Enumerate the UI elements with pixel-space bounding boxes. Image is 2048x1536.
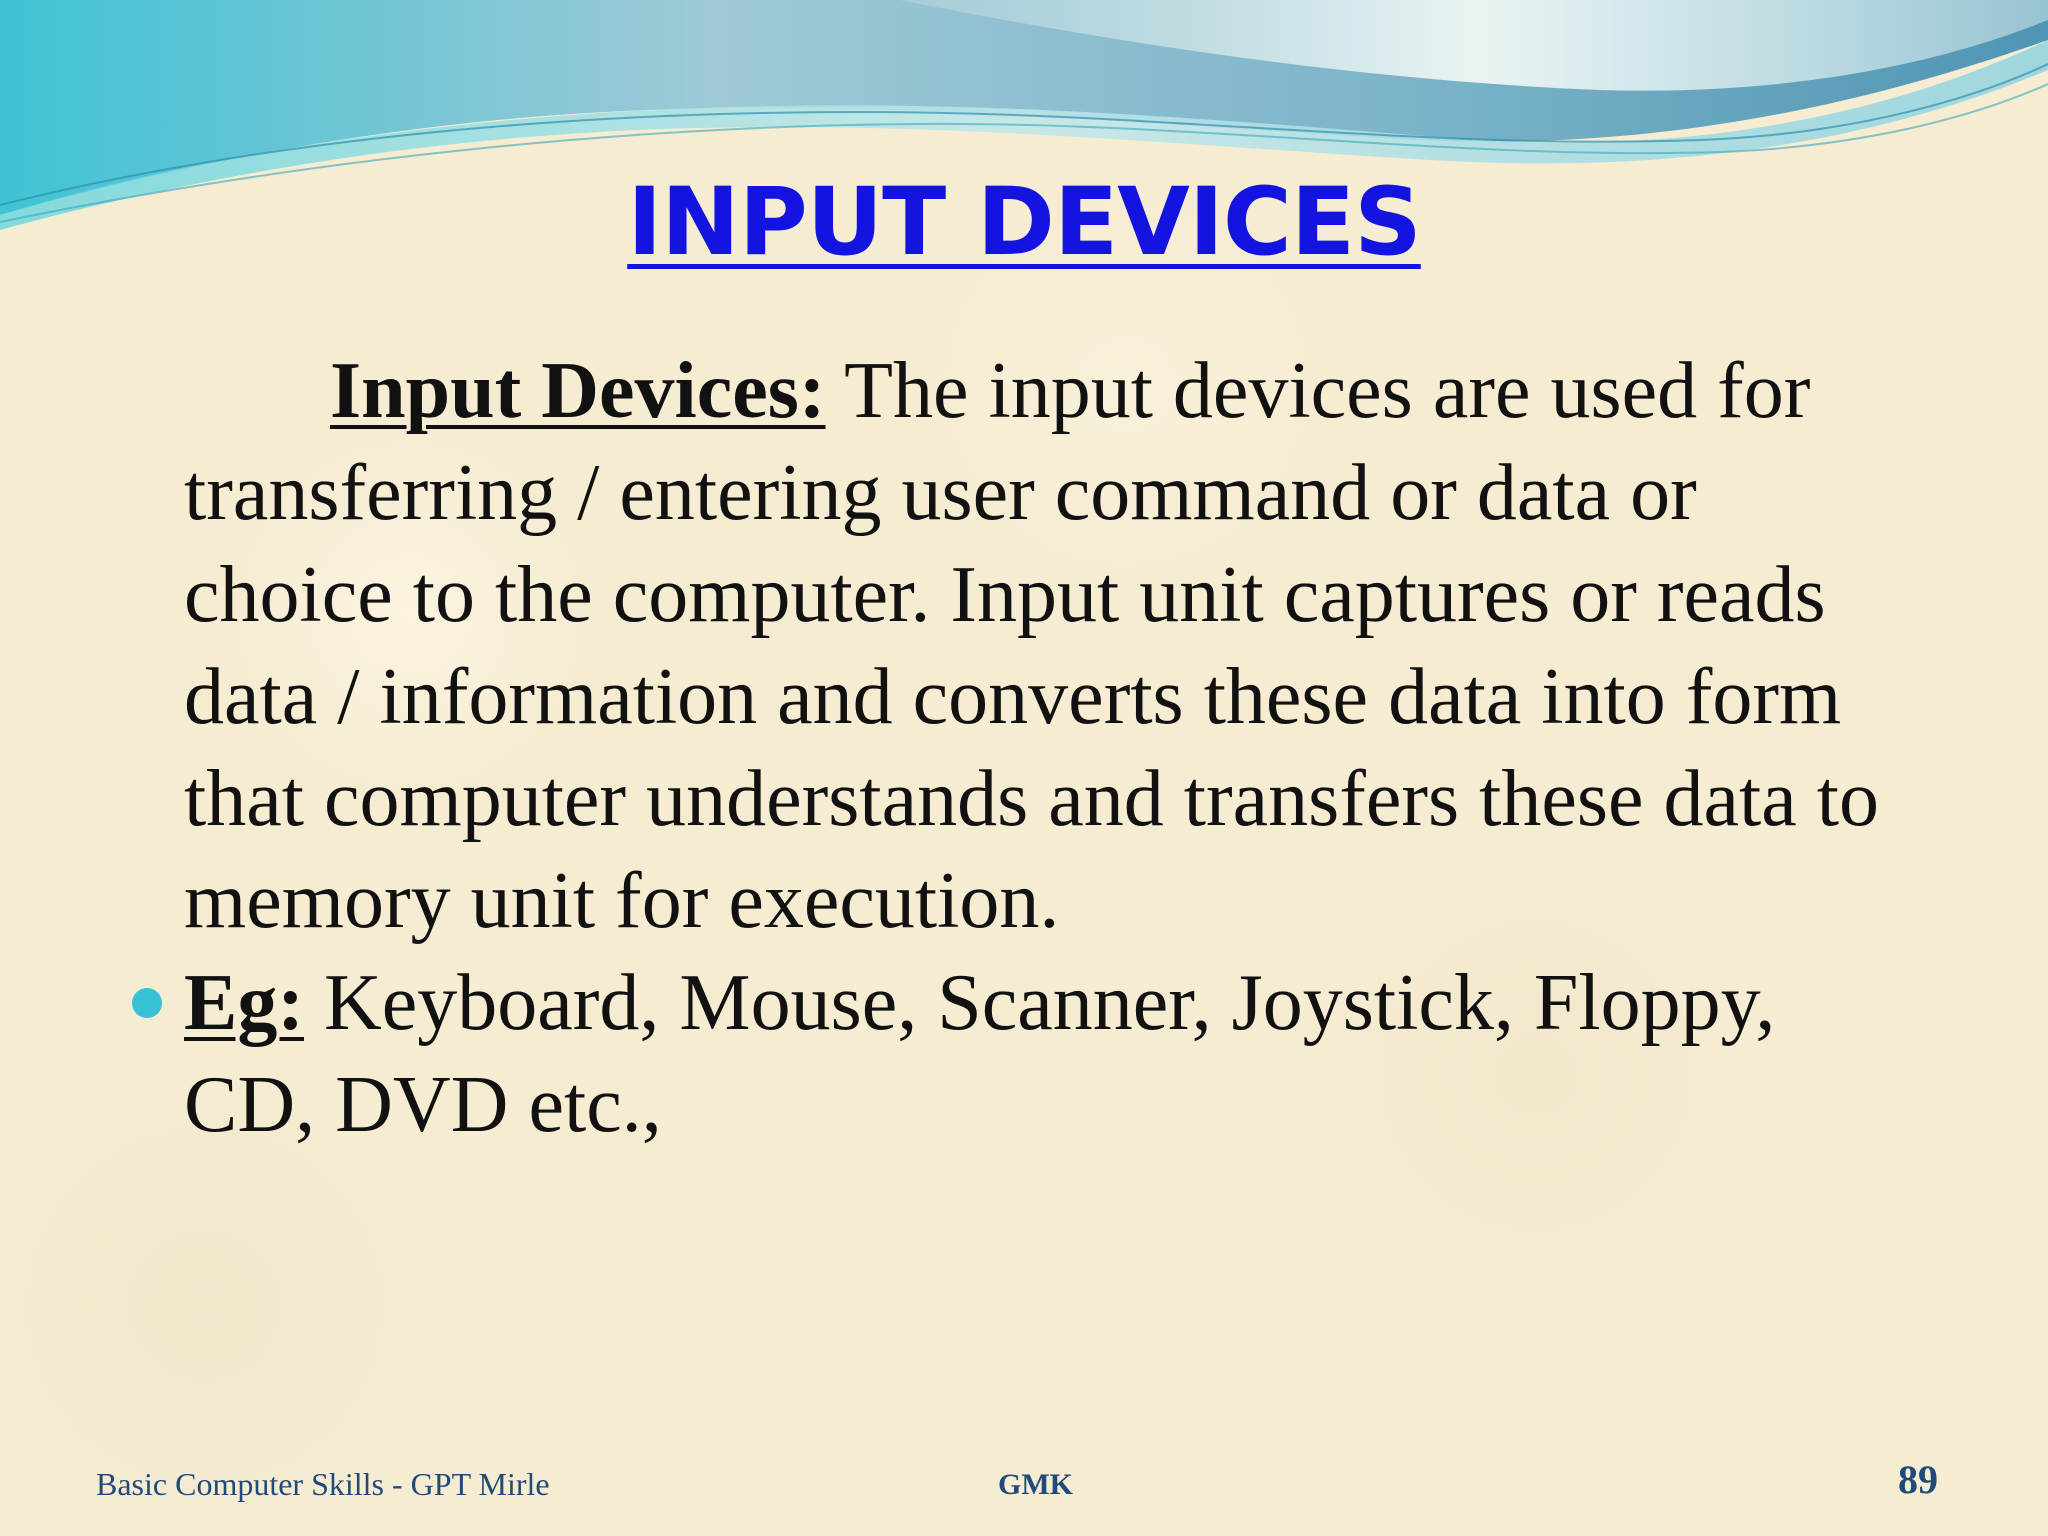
definition-term: Input Devices: (330, 347, 826, 435)
example-term: Eg: (184, 959, 304, 1047)
example-paragraph (184, 952, 1924, 1156)
example-text: Keyboard, Mouse, Scanner, Joystick, Floppy, CD, DVD etc., (184, 959, 1776, 1149)
definition-paragraph (184, 340, 1924, 952)
example-bullet (184, 952, 1924, 1156)
definition-text: The input devices are used for transferring / entering user command or data or choice to the computer. Input unit captures or reads data / information and converts these data into form that computer understands and transfers these data to memory unit for execution. (184, 347, 1879, 945)
page-number: 89 (1898, 1457, 1938, 1502)
slide-body (184, 340, 1924, 1156)
bullet-dot-icon (132, 988, 162, 1018)
slide-title: INPUT DEVICES (627, 168, 1421, 277)
footer-author: GMK (998, 1468, 1073, 1501)
footer-course: Basic Computer Skills - GPT Mirle (96, 1466, 550, 1502)
